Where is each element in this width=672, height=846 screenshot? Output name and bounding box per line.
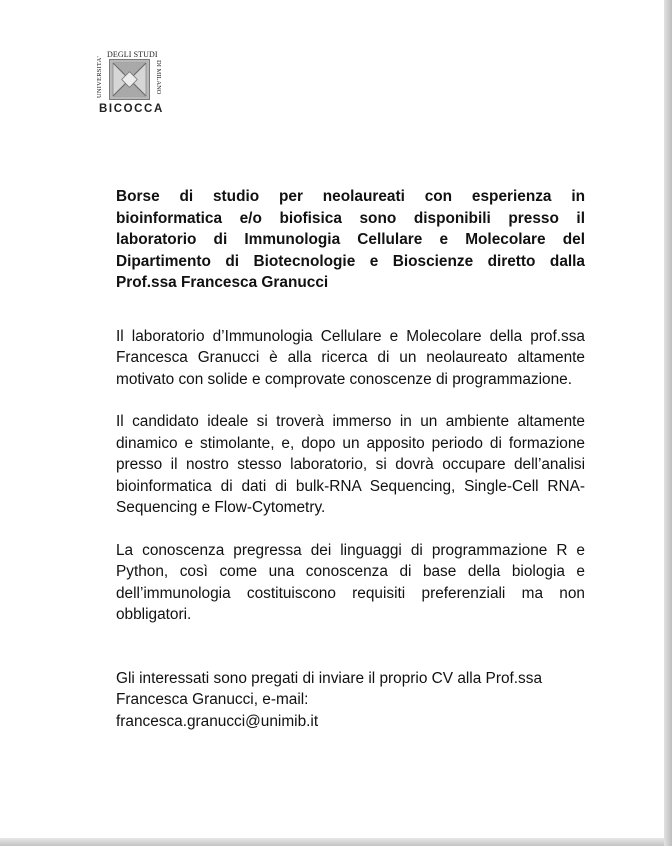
contact-email: francesca.granucci@unimib.it xyxy=(116,712,319,730)
logo-milano-text: DI MILANO xyxy=(155,60,162,95)
contact-line: Gli interessati sono pregati di inviare il proprio CV alla Prof.ssa xyxy=(116,669,543,687)
contact-name-line: Francesca Granucci, e-mail: xyxy=(116,691,309,708)
paragraph-contact xyxy=(116,668,585,733)
university-logo xyxy=(96,50,166,120)
page-edge-shadow-bottom xyxy=(0,838,664,846)
page-edge-shadow-right xyxy=(664,0,672,846)
paragraph-lab-search: Il laboratorio d’Immunologia Cellulare e Molecolare della prof.ssa Francesca Granucci è alla ricerca di un neolaureato altamente motivato con solide e comprovate conoscenze di programmazione. xyxy=(116,327,585,388)
document-headline: Borse di studio per neolaureati con esperienza in bioinformatica e/o biofisica sono disponibili presso il laboratorio di Immunologia Cellulare e Molecolare del Dipartimento di Biotecnologie e Bioscienze diretto dalla Prof.ssa Francesca Granucci xyxy=(116,188,585,291)
logo-bicocca-text: BICOCCA xyxy=(99,103,164,115)
logo-degli-studi-text: DEGLI STUDI xyxy=(107,50,158,59)
logo-emblem-icon xyxy=(109,59,150,100)
paragraph-requirements: La conoscenza pregressa dei linguaggi di programmazione R e Python, così come una conoscenza di base della biologia e dell’immunologia costituiscono requisiti preferenziali ma non obbligatori. xyxy=(116,541,585,623)
logo-university-text: UNIVERSITA' xyxy=(96,56,103,98)
paragraph-candidate: Il candidato ideale si troverà immerso in un ambiente altamente dinamico e stimolante, e, dopo un apposito periodo di formazione presso il nostro stesso laboratorio, si dovrà occupare dell’analisi bioinformatica di dati di bulk-RNA Sequencing, Single-Cell RNA-Sequencing e Flow-Cytometry. xyxy=(116,413,585,516)
document-body xyxy=(116,186,585,732)
